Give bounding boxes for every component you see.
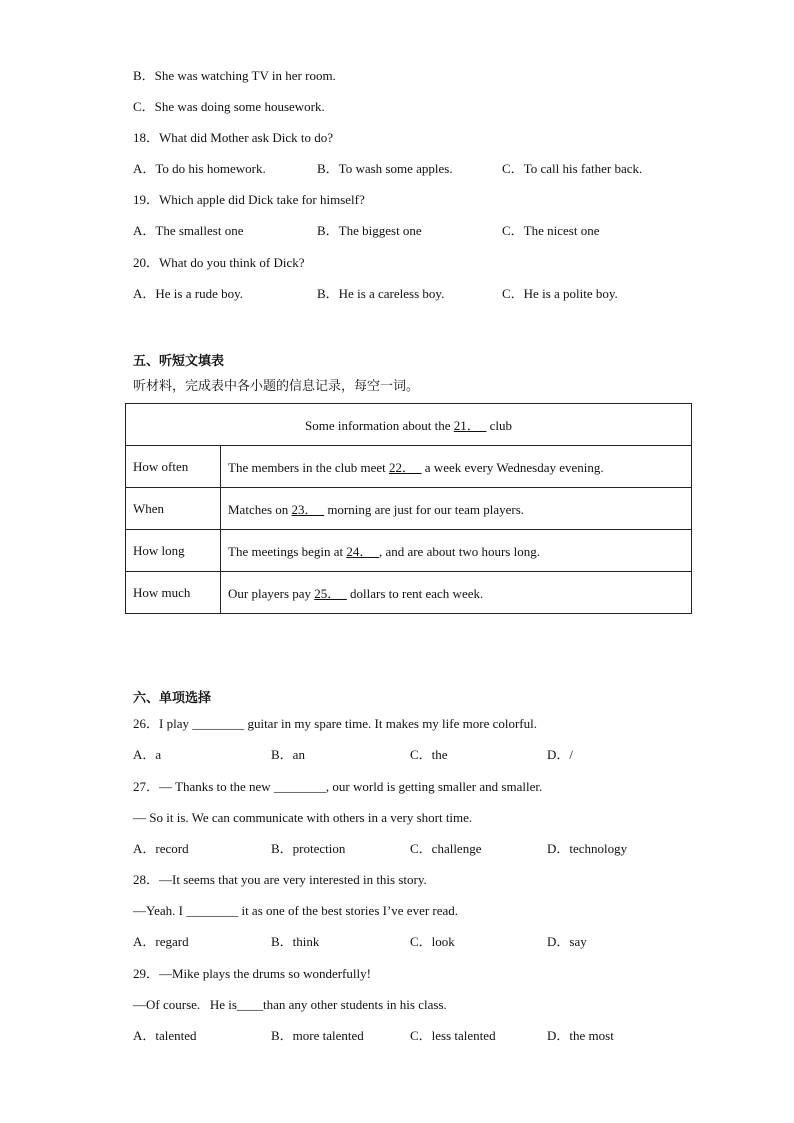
answer-option: B．more talented	[271, 1028, 364, 1043]
row-text: Matches on	[228, 502, 292, 517]
answer-option: C．He is a polite boy.	[502, 286, 618, 301]
table-header-cell	[126, 404, 692, 446]
question-text: — So it is. We can communicate with others in a very short time.	[133, 810, 473, 825]
row-key: How much	[126, 572, 221, 614]
answer-option: C．less talented	[410, 1028, 496, 1043]
answer-option: B．He is a careless boy.	[317, 286, 445, 301]
blank: 24．_	[346, 544, 379, 559]
answer-option: B．think	[271, 934, 320, 949]
option-line: B．She was watching TV in her room.	[133, 68, 336, 83]
row-text-end: , and are about two hours long.	[378, 544, 540, 559]
answer-option: A．record	[133, 841, 189, 856]
section-5-heading: 五、听短文填表	[133, 354, 225, 369]
row-text: The members in the club meet	[228, 460, 390, 475]
row-text-end: dollars to rent each week.	[346, 586, 484, 601]
answer-option: D．say	[547, 934, 587, 949]
answer-option: C．To call his father back.	[502, 161, 643, 176]
table-row	[126, 446, 692, 488]
row-key: How often	[126, 446, 221, 488]
row-key: When	[126, 488, 221, 530]
row-value	[221, 488, 692, 530]
blank: 25．_	[314, 586, 347, 601]
question-text: 18．What did Mother ask Dick to do?	[133, 130, 334, 145]
question-text: 28．—It seems that you are very interested in this story.	[133, 872, 427, 887]
answer-option: A．The smallest one	[133, 223, 244, 238]
table-header-row	[126, 404, 692, 446]
answer-option: A．He is a rude boy.	[133, 286, 243, 301]
answer-option: A．a	[133, 747, 162, 762]
row-value	[221, 572, 692, 614]
section-6-heading: 六、单项选择	[133, 691, 212, 706]
answer-option: B．The biggest one	[317, 223, 422, 238]
answer-option: C．The nicest one	[502, 223, 600, 238]
row-value	[221, 446, 692, 488]
option-line: C．She was doing some housework.	[133, 99, 325, 114]
answer-option: D．the most	[547, 1028, 614, 1043]
answer-option: C．the	[410, 747, 448, 762]
question-text: —Yeah. I ________ it as one of the best stories I’ve ever read.	[133, 903, 459, 918]
answer-option: B．protection	[271, 841, 346, 856]
answer-option: B．an	[271, 747, 305, 762]
answer-option: A．regard	[133, 934, 189, 949]
blank: 23．_	[291, 502, 325, 517]
info-table	[125, 403, 692, 614]
blank: 22．_	[389, 460, 422, 475]
answer-option: D．technology	[547, 841, 628, 856]
table-row	[126, 572, 692, 614]
question-text: 19．Which apple did Dick take for himself?	[133, 192, 365, 207]
answer-option: C．look	[410, 934, 455, 949]
question-text: 29．—Mike plays the drums so wonderfully!	[133, 966, 371, 981]
row-text: Our players pay	[228, 586, 315, 601]
blank-21: 21．_	[453, 418, 487, 433]
question-text: 20．What do you think of Dick?	[133, 255, 305, 270]
row-text-end: morning are just for our team players.	[324, 502, 525, 517]
header-text: Some information about the	[305, 418, 454, 433]
answer-option: B．To wash some apples.	[317, 161, 453, 176]
row-text-end: a week every Wednesday evening.	[421, 460, 604, 475]
question-text: 27．— Thanks to the new ________, our world is getting smaller and smaller.	[133, 779, 543, 794]
answer-option: A．talented	[133, 1028, 197, 1043]
answer-option: C．challenge	[410, 841, 482, 856]
row-text: The meetings begin at	[228, 544, 347, 559]
header-text-end: club	[486, 418, 512, 433]
row-value	[221, 530, 692, 572]
table-row	[126, 488, 692, 530]
answer-option: A．To do his homework.	[133, 161, 266, 176]
table-row	[126, 530, 692, 572]
question-text: —Of course. He is____than any other students in his class.	[133, 997, 447, 1012]
answer-option: D．/	[547, 747, 574, 762]
section-5-instruction: 听材料，完成表中各小题的信息记录，每空一词。	[133, 379, 420, 394]
question-text: 26．I play ________ guitar in my spare time. It makes my life more colorful.	[133, 716, 537, 731]
row-key: How long	[126, 530, 221, 572]
